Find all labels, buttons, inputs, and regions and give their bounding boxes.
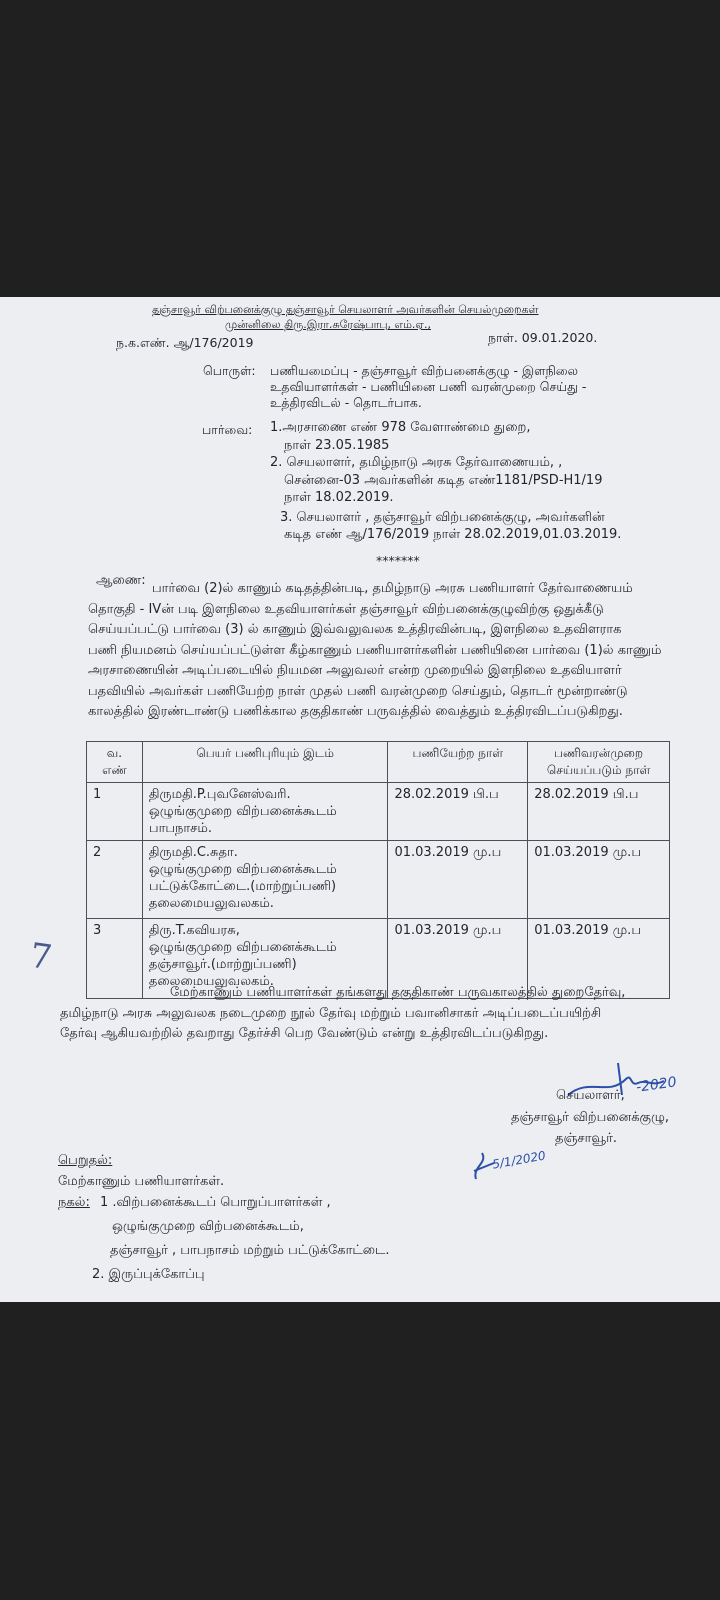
reference-item: கடித எண் ஆ/176/2019 நாள் 28.02.2019,01.03.2019. <box>284 527 622 542</box>
copy-to-label: நகல்: <box>58 1195 90 1210</box>
row-name-line: ஒழுங்குமுறை விற்பனைக்கூடம் <box>148 862 337 877</box>
document-page <box>0 297 720 1302</box>
copy-to-line: ஒழுங்குமுறை விற்பனைக்கூடம், <box>112 1219 304 1234</box>
order-line: தொகுதி - IVன் படி இளநிலை உதவியாளர்கள் தஞ்சாவூர் விற்பனைக்குழுவிற்கு ஒதுக்கீடு <box>88 601 604 617</box>
row-name-line: ஒழுங்குமுறை விற்பனைக்கூடம் <box>148 940 337 955</box>
row-name-line: தலைமையலுவலகம். <box>148 896 274 911</box>
reference-item: நாள் 23.05.1985 <box>284 437 390 453</box>
margin-handwritten-mark: 7 <box>27 935 55 979</box>
reference-number: ந.க.எண். ஆ/176/2019 <box>116 335 254 350</box>
row-name-line: பட்டுக்கோட்டை.(மாற்றுப்பணி) <box>148 879 337 894</box>
row-name-line: திருமதி.C.சுதா. <box>148 845 238 860</box>
recipients-label: பெறுதல்: <box>58 1153 113 1168</box>
row-joined-date: 28.02.2019 பி.ப <box>388 783 528 841</box>
subject-text <box>270 363 586 411</box>
header-joined-date: பணியேற்ற நாள் <box>388 742 528 783</box>
signatory-place: தஞ்சாவூர். <box>555 1131 618 1146</box>
subject-line: உதவியாளர்கள் - பணியினை பணி வரன்முறை செய்து - <box>270 379 587 394</box>
reference-item: சென்னை-03 அவர்களின் கடித எண்1181/PSD-H1/19 <box>284 472 603 488</box>
row-name-line: பாபநாசம். <box>148 821 212 836</box>
row-serial: 2 <box>87 841 143 919</box>
header-serial-line: வ. <box>106 746 123 760</box>
order-paragraph <box>88 579 662 723</box>
order-line: பதவியில் அவர்கள் பணியேற்ற நாள் முதல் பணி வரன்முறை செய்தும், தொடர் மூன்றாண்டு <box>88 683 628 699</box>
order-line: பார்வை (2)ல் காணும் கடிதத்தின்படி, தமிழ்நாடு அரசு பணியாளர் தேர்வாணையம் <box>152 581 633 596</box>
header-serial <box>87 742 143 783</box>
row-name <box>142 783 388 841</box>
table-row <box>87 783 670 841</box>
references-label: பார்வை: <box>202 422 253 437</box>
copy-to-line: தஞ்சாவூர் , பாபநாசம் மற்றும் பட்டுக்கோட்டை. <box>110 1243 390 1258</box>
reference-item: 3. செயலாளர் , தஞ்சாவூர் விற்பனைக்குழு, அவர்களின் <box>280 509 605 525</box>
copy-to-line: 1 .விற்பனைக்கூடப் பொறுப்பாளர்கள் , <box>100 1195 331 1210</box>
references-list <box>270 419 621 544</box>
signatory-office: தஞ்சாவூர் விற்பனைக்குழு, <box>511 1110 670 1125</box>
separator: ******* <box>376 553 420 568</box>
office-head-line: முன்னிலை திரு.இரா.சுரேஷ்பாபு, எம்.ஏ., <box>225 318 431 331</box>
order-label: ஆணை: <box>96 573 146 588</box>
recipients-text: மேற்காணும் பணியாளர்கள். <box>58 1174 225 1189</box>
instruction-line: மேற்காணும் பணியாளர்கள் தங்களது தகுதிகாண் பருவகாலத்தில் துறைதேர்வு, <box>170 985 626 1000</box>
order-line: செய்யப்பட்டு பார்வை (3) ல் காணும் இவ்வலுவலக உத்திரவின்படி, இளநிலை உதவிளராக <box>88 622 622 637</box>
initials-date: 5/1/2020 <box>491 1148 547 1172</box>
office-title: தஞ்சாவூர் விற்பனைக்குழு தஞ்சாவூர் செயலாளர் அவர்களின் செயல்முறைகள் <box>152 303 539 316</box>
instruction-line: தமிழ்நாடு அரசு அலுவலக நடைமுறை நூல் தேர்வு மற்றும் பவானிசாகர் அடிப்படைப்பயிற்சி <box>60 1005 602 1021</box>
row-name-line: தலைமையலுவலகம். <box>148 974 274 989</box>
row-name-line: திருமதி.P.புவனேஸ்வரி. <box>148 787 291 802</box>
subject-label: பொருள்: <box>203 363 256 378</box>
row-joined-date: 01.03.2019 மு.ப <box>388 841 528 919</box>
table-row <box>87 841 670 919</box>
reference-item: நாள் 18.02.2019. <box>284 490 394 505</box>
row-name-line: தஞ்சாவூர்.(மாற்றுப்பணி) <box>148 957 297 972</box>
order-date: நாள். 09.01.2020. <box>488 330 598 345</box>
row-serial: 3 <box>87 919 143 999</box>
row-regularized-date: 01.03.2019 மு.ப <box>528 841 670 919</box>
signatory-title: செயலாளர், <box>556 1088 625 1103</box>
subject-line: உத்திரவிடல் - தொடர்பாக. <box>270 395 422 410</box>
instruction-paragraph <box>60 983 625 1045</box>
reference-item: 2. செயலாளர், தமிழ்நாடு அரசு தேர்வாணையம், , <box>270 455 563 470</box>
row-name-line: திரு.T.கவியரசு, <box>148 923 240 938</box>
header-name: பெயர் பணிபுரியும் இடம் <box>142 742 388 783</box>
instruction-line: தேர்வு ஆகியவற்றில் தவறாது தேர்ச்சி பெற வேண்டும் என்று உத்திரவிடப்படுகிறது. <box>60 1026 549 1041</box>
table-header-row <box>87 742 670 783</box>
row-regularized-date: 28.02.2019 பி.ப <box>528 783 670 841</box>
reference-item: 1.அரசாணை எண் 978 வேளாண்மை துறை, <box>270 420 531 435</box>
header-regularized-date <box>528 742 670 783</box>
order-line: அரசாணையின் அடிப்படையில் நியமன அலுவலர் என்ற முறையில் இளநிலை உதவியாளர் <box>88 663 622 678</box>
row-serial: 1 <box>87 783 143 841</box>
header-regularized-line: பணிவரன்முறை <box>554 746 644 760</box>
row-name <box>142 841 388 919</box>
row-name-line: ஒழுங்குமுறை விற்பனைக்கூடம் <box>148 804 337 819</box>
staff-table <box>86 741 670 999</box>
header-serial-line: எண் <box>102 763 127 777</box>
subject-line: பணியமைப்பு - தஞ்சாவூர் விற்பனைக்குழு - இளநிலை <box>270 363 579 378</box>
header-regularized-line: செய்யப்படும் நாள் <box>546 763 651 777</box>
order-line: காலத்தில் இரண்டாண்டு பணிக்கால தகுதிகாண் பருவத்தில் வைத்தும் உத்திரவிடப்படுகிறது. <box>88 704 623 719</box>
copy-to-line: 2. இருப்புக்கோப்பு <box>92 1267 205 1282</box>
order-line: பணி நியமனம் செய்யப்பட்டுள்ள கீழ்காணும் பணியாளர்களின் பணியினை பார்வை (1)ல் காணும் <box>88 642 662 658</box>
signature-date: -2020 <box>635 1074 678 1096</box>
row-joined-date: 01.03.2019 மு.ப <box>388 919 528 999</box>
row-regularized-date: 01.03.2019 மு.ப <box>528 919 670 999</box>
